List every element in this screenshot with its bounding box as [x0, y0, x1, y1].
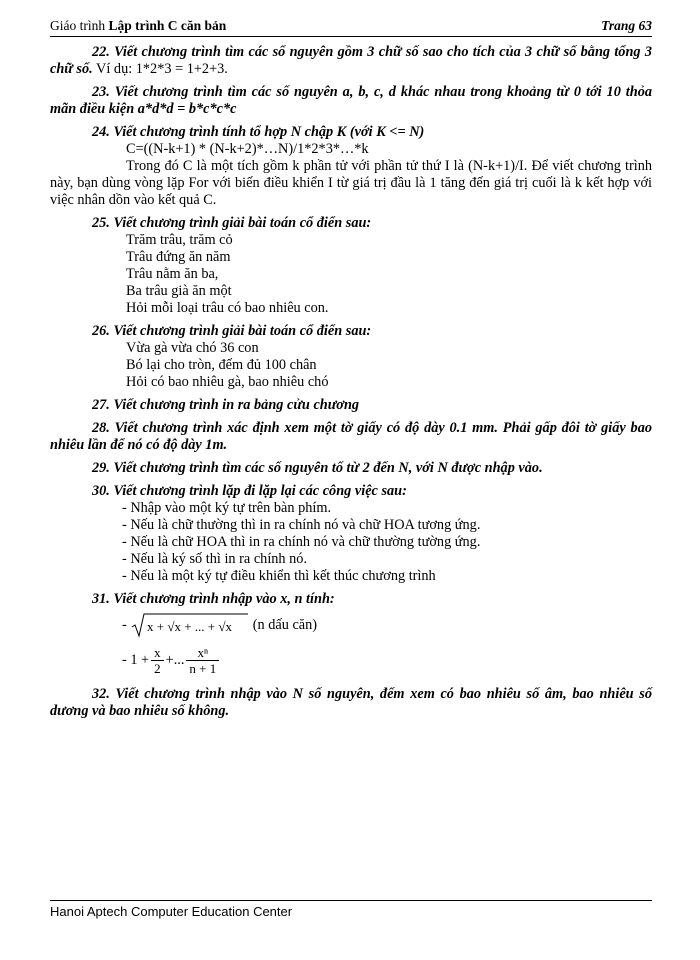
task-line: - Nếu là ký số thì in ra chính nó.	[122, 551, 308, 567]
exercise-23-question: 23. Viết chương trình tìm các số nguyên a, b, c, d khác nhau trong khoảng từ 0 tới 10 thỏa mãn điều kiện a*d*d = b*c*c*c	[50, 84, 652, 117]
series-ellipsis: +...	[165, 651, 185, 668]
exercise-30-question: 30. Viết chương trình lặp đi lặp lại các công việc sau:	[92, 483, 407, 499]
poem-line: Bó lại cho tròn, đếm đủ 100 chân	[126, 357, 317, 373]
poem-line: Trâu nằm ăn ba,	[126, 266, 219, 282]
task-line: - Nếu là chữ HOA thì in ra chính nó và chữ thường tường ứng.	[122, 534, 481, 550]
exercise-29-question: 29. Viết chương trình tìm các số nguyên tố từ 2 đến N, với N được nhập vào.	[92, 460, 543, 476]
exercise-22	[50, 44, 652, 78]
poem-line: Hỏi mỗi loại trâu có bao nhiêu con.	[126, 300, 329, 316]
fraction-x-over-2	[151, 645, 164, 676]
series-formula	[122, 640, 652, 680]
exercise-24-heading	[50, 124, 652, 141]
page-header	[50, 18, 652, 37]
exercise-25	[50, 215, 652, 317]
exercise-29	[50, 460, 652, 477]
sqrt-note: (n dấu căn)	[252, 616, 318, 633]
task-line: - Nhập vào một ký tự trên bàn phím.	[122, 500, 332, 516]
exercise-30-heading	[50, 483, 652, 500]
poem-line: Trăm trâu, trăm cỏ	[126, 232, 233, 248]
exercise-32	[50, 686, 652, 720]
exercise-24-question: 24. Viết chương trình tính tổ hợp N chập K (với K <= N)	[92, 124, 425, 140]
footer-text: Hanoi Aptech Computer Education Center	[50, 904, 293, 919]
header-title	[50, 18, 226, 34]
exercise-list	[50, 44, 652, 720]
nested-sqrt-formula	[122, 612, 652, 638]
exercise-27-question: 27. Viết chương trình in ra bảng cửu chương	[92, 397, 360, 413]
exercise-31-question: 31. Viết chương trình nhập vào x, n tính:	[92, 591, 335, 607]
exercise-22-example: Ví dụ: 1*2*3 = 1+2+3.	[92, 61, 228, 77]
fraction-denominator: n + 1	[186, 660, 219, 676]
fraction-xn-over-n-plus-1	[186, 645, 219, 676]
task-line: - Nếu là chữ thường thì in ra chính nó và chữ HOA tương ứng.	[122, 517, 481, 533]
page-footer	[50, 900, 652, 919]
exercise-32-question: 32. Viết chương trình nhập vào N số nguyên, đếm xem có bao nhiêu số âm, bao nhiêu số dương và bao nhiêu số không.	[50, 686, 652, 719]
poem-line: Ba trâu già ăn một	[126, 283, 232, 299]
fraction-denominator: 2	[151, 660, 164, 676]
exercise-26-question: 26. Viết chương trình giải bài toán cổ điển sau:	[92, 323, 372, 339]
exercise-28-question: 28. Viết chương trình xác định xem một tờ giấy có độ dày 0.1 mm. Phải gấp đôi tờ giấy bao nhiêu lần để nó có độ dày 1m.	[50, 420, 652, 453]
exercise-31-heading	[50, 591, 652, 608]
exercise-24-explanation: Trong đó C là một tích gồm k phần tử với phần tử thứ I là (N-k+1)/I. Để viết chương trình này, bạn dùng vòng lặp For với biến điều khiển I từ giá trị đầu là 1 tăng đến giá trị cuối là k kết hợp với việc nhân dồn vào kết quả C.	[50, 158, 652, 208]
exercise-26-heading	[50, 323, 652, 340]
document-page	[50, 18, 652, 726]
radical-sign-icon	[131, 612, 249, 638]
exercise-24	[50, 124, 652, 209]
exercise-24-formula: C=((N-k+1) * (N-k+2)*…N)/1*2*3*…*k	[126, 141, 369, 157]
task-line: - Nếu là một ký tự điều khiển thì kết thúc chương trình	[122, 568, 436, 584]
exercise-22-question: 22. Viết chương trình tìm các số nguyên gồm 3 chữ số sao cho tích của 3 chữ số bằng tổng 3 chữ số.	[50, 44, 652, 77]
exercise-31	[50, 591, 652, 680]
series-start: - 1 +	[122, 651, 150, 668]
fraction-numerator: x	[154, 644, 161, 660]
fraction-numerator: xⁿ	[197, 644, 209, 660]
exercise-26	[50, 323, 652, 391]
header-prefix: Giáo trình	[50, 18, 109, 33]
page-number: Trang 63	[601, 18, 652, 33]
formula-dash: -	[122, 616, 127, 633]
poem-line: Hỏi có bao nhiêu gà, bao nhiêu chó	[126, 374, 329, 390]
exercise-28	[50, 420, 652, 454]
sqrt-expression: x + √x + ... + √x	[146, 619, 232, 634]
exercise-25-heading	[50, 215, 652, 232]
poem-line: Trâu đứng ăn năm	[126, 249, 231, 265]
header-book-title: Lập trình C căn bản	[108, 18, 227, 33]
exercise-27	[50, 397, 652, 414]
exercise-23	[50, 84, 652, 118]
exercise-30	[50, 483, 652, 585]
poem-line: Vừa gà vừa chó 36 con	[126, 340, 259, 356]
exercise-25-question: 25. Viết chương trình giải bài toán cổ điển sau:	[92, 215, 372, 231]
